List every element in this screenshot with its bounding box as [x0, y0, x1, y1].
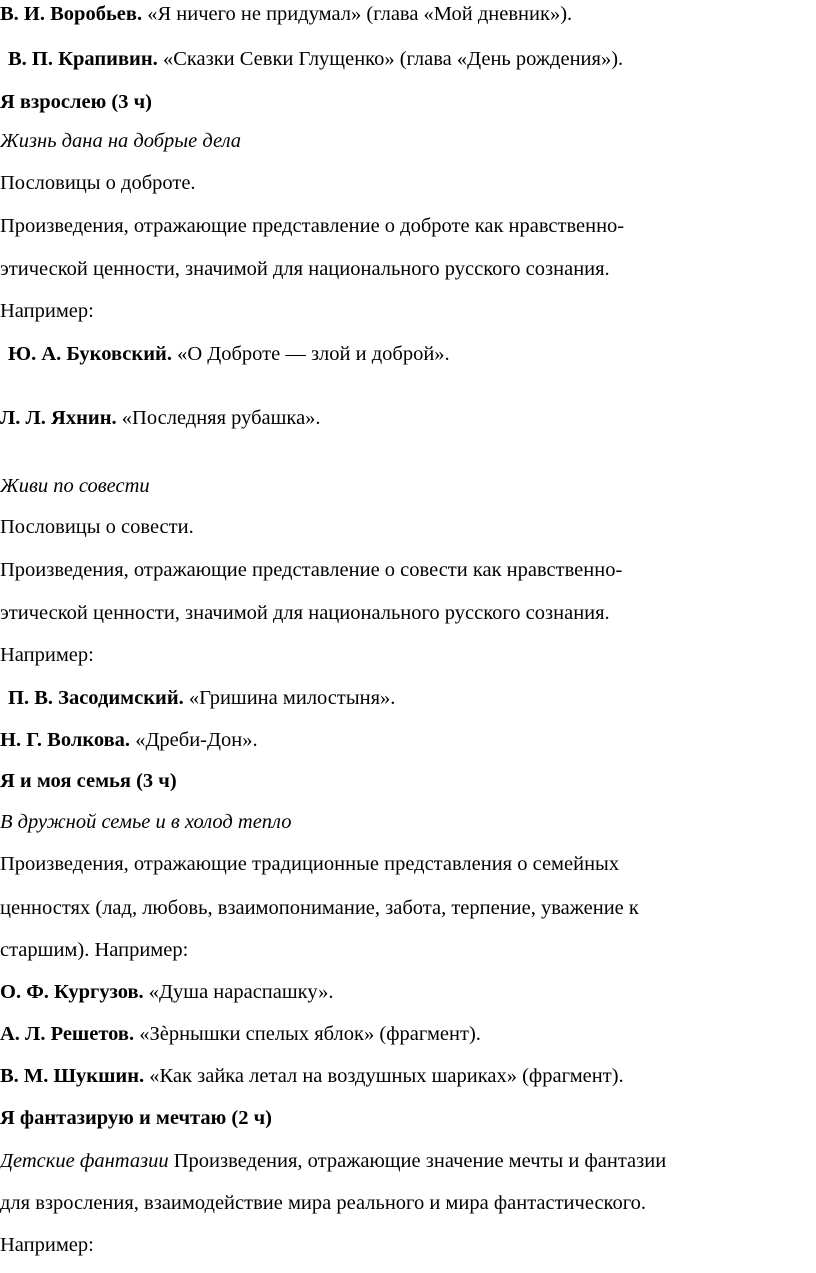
example-label: Например:: [0, 1234, 94, 1256]
work-entry: [0, 404, 321, 432]
work-entry: [0, 1062, 624, 1090]
work-author: В. И. Воробьев.: [0, 3, 143, 25]
description-line: Произведения, отражающие традиционные представления о семейных: [0, 853, 620, 875]
work-author: Ю. А. Буковский.: [8, 343, 172, 365]
proverbs-line: Пословицы о доброте.: [0, 172, 196, 194]
description-line: [0, 1147, 666, 1175]
work-title: «О Доброте — злой и доброй».: [171, 343, 450, 365]
work-entry: [8, 45, 623, 73]
work-title: «Душа нараспашку».: [143, 981, 334, 1003]
work-entry: [0, 1020, 481, 1048]
work-title: «Сказки Севки Глущенко» (глава «День рождения»).: [157, 48, 624, 70]
work-author: П. В. Засодимский.: [8, 687, 184, 709]
subsection-title: Детские фантазии: [0, 1150, 169, 1172]
work-author: Н. Г. Волкова.: [0, 729, 131, 751]
description-line: Произведения, отражающие представление о совести как нравственно-: [0, 559, 623, 581]
subsection-title: В дружной семье и в холод тепло: [0, 811, 292, 833]
description-line: Произведения, отражающие представление о доброте как нравственно-: [0, 215, 625, 237]
work-author: В. П. Крапивин.: [8, 48, 158, 70]
description-line: для взросления, взаимодействие мира реального и мира фантастического.: [0, 1192, 646, 1214]
work-title: «Гришина милостыня».: [183, 687, 396, 709]
example-label: Например:: [0, 644, 94, 666]
work-entry: [0, 0, 572, 28]
work-author: А. Л. Решетов.: [0, 1023, 135, 1045]
subsection-title: Живи по совести: [0, 475, 150, 497]
description-line: этической ценности, значимой для национального русского сознания.: [0, 602, 610, 624]
work-title: «Как зайка летал на воздушных шариках» (фрагмент).: [144, 1065, 624, 1087]
work-entry: [8, 684, 395, 712]
description-text: Произведения, отражающие значение мечты и фантазии: [168, 1150, 667, 1172]
description-line: старшим). Например:: [0, 939, 189, 961]
work-title: «Я ничего не придумал» (глава «Мой дневник»).: [142, 3, 573, 25]
proverbs-line: Пословицы о совести.: [0, 516, 194, 538]
work-author: О. Ф. Кургузов.: [0, 981, 144, 1003]
section-heading-dream: Я фантазирую и мечтаю (2 ч): [0, 1107, 272, 1129]
work-title: «Зѐрнышки спелых яблок» (фрагмент).: [134, 1023, 481, 1045]
work-title: «Последняя рубашка».: [116, 407, 321, 429]
section-heading-grow: Я взрослею (3 ч): [0, 91, 152, 113]
work-entry: [0, 726, 258, 754]
subsection-title: Жизнь дана на добрые дела: [0, 130, 242, 152]
section-heading-family: Я и моя семья (3 ч): [0, 770, 177, 792]
description-line: этической ценности, значимой для национального русского сознания.: [0, 258, 610, 280]
work-title: «Дреби-Дон».: [130, 729, 258, 751]
description-line: ценностях (лад, любовь, взаимопонимание, забота, терпение, уважение к: [0, 897, 639, 919]
work-author: В. М. Шукшин.: [0, 1065, 145, 1087]
work-entry: [0, 978, 333, 1006]
work-entry: [8, 340, 450, 368]
example-label: Например:: [0, 300, 94, 322]
work-author: Л. Л. Яхнин.: [0, 407, 117, 429]
